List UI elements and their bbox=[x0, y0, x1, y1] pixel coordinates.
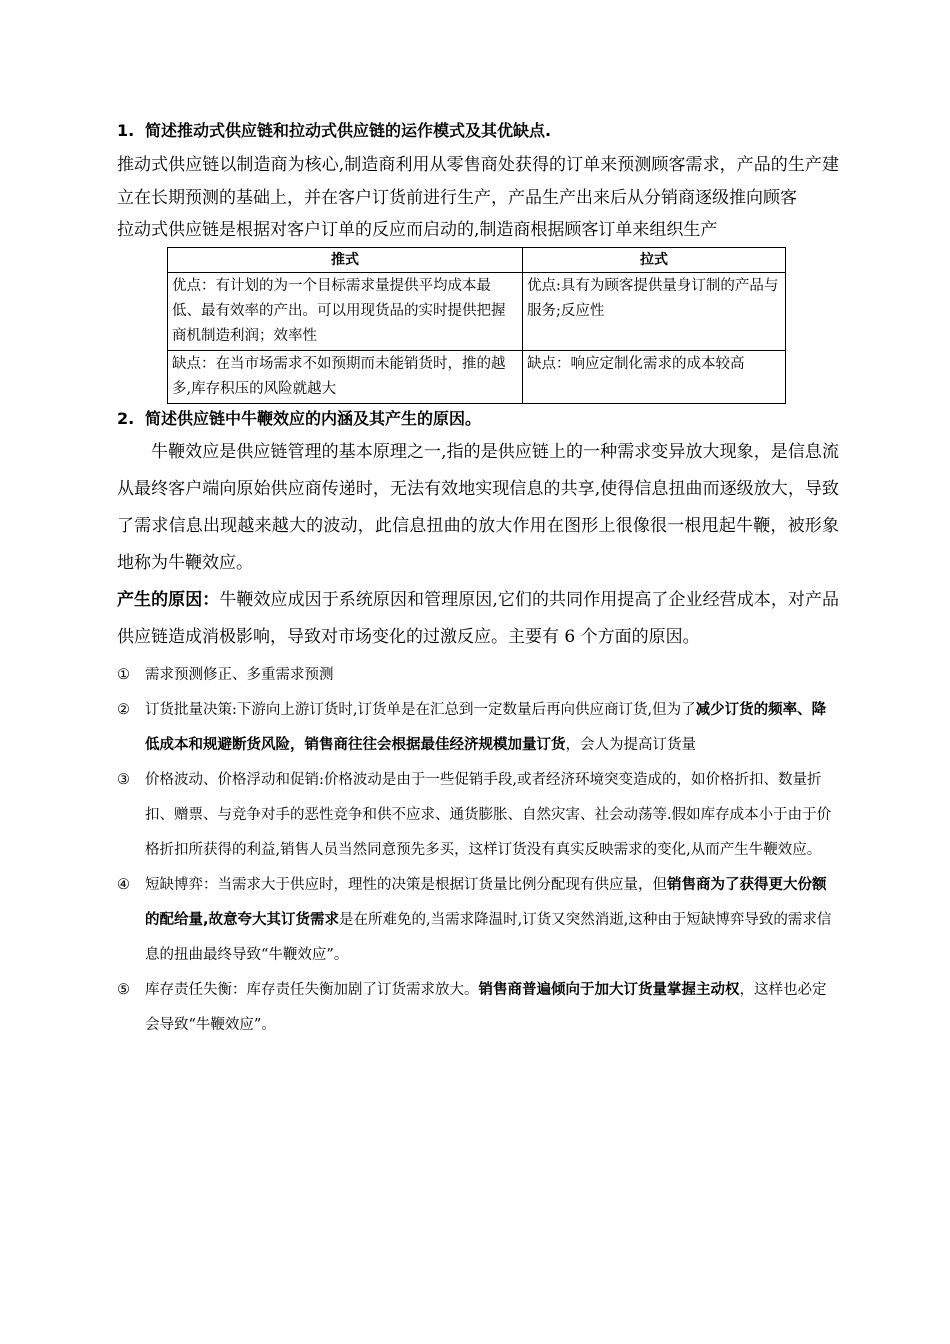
reason-text: 价格波动、价格浮动和促销:价格波动是由于一些促销手段,或者经济环境突变造成的，如价格折扣、数量折扣、赠票、与竞争对手的恶性竞争和供不应求、通货膨胀、自然灾害、社会动荡等.假如库存成本小于由于价格折扣所获得的利益,销售人员当然同意预先多买，这样订货没有真实反映需求的变化,从而产生牛鞭效应。 bbox=[145, 772, 832, 858]
bullwhip-definition: 牛鞭效应是供应链管理的基本原理之一,指的是供应链上的一种需求变异放大现象，是信息流从最终客户端向原始供应商传递时，无法有效地实现信息的共享,使得信息扭曲而逐级放大，导致了需求信息出现越来越大的波动，此信息扭曲的放大作用在图形上很像很一根甩起牛鞭，被形象地称为牛鞭效应。 bbox=[117, 442, 839, 573]
pull-chain-description: 拉动式供应链是根据对客户订单的反应而启动的,制造商根据顾客订单来组织生产 bbox=[117, 220, 718, 240]
causes-text: 牛鞭效应成因于系统原因和管理原因,它们的共同作用提高了企业经营成本，对产品供应链造成消极影响，导致对市场变化的过激反应。主要有 6 个方面的原因。 bbox=[117, 590, 840, 647]
reason-text: 需求预测修正、多重需求预测 bbox=[145, 667, 334, 683]
list-item bbox=[117, 658, 839, 693]
reason-text-tail: 是在所难免的,当需求降温时,订货又突然消逝,这种由于短缺博弈导致的需求信息的扭曲最终导致“牛鞭效应”。 bbox=[145, 912, 832, 963]
question-1-text: 简述推动式供应链和拉动式供应链的运作模式及其优缺点. bbox=[145, 121, 552, 140]
list-marker: ② bbox=[117, 702, 130, 718]
table-header-row bbox=[168, 248, 786, 273]
comparison-table bbox=[167, 247, 786, 404]
reason-text-tail: ，会人为提高订货量 bbox=[565, 737, 696, 753]
document-page bbox=[117, 118, 839, 1043]
table-row-disadvantages bbox=[168, 351, 786, 404]
header-push: 推式 bbox=[168, 248, 523, 273]
question-2-text: 简述供应链中牛鞭效应的内涵及其产生的原因。 bbox=[145, 409, 482, 428]
question-1-title bbox=[117, 118, 839, 144]
push-disadvantages: 缺点：在当市场需求不如预期而未能销货时，推的越多,库存积压的风险就越大 bbox=[168, 351, 523, 404]
reason-emphasis: 减少订货的频率、降低成本和规避断货风险，销售商往往会根据最佳经济规模加量订货 bbox=[145, 702, 827, 753]
list-item bbox=[117, 763, 839, 868]
list-marker: ① bbox=[117, 667, 130, 683]
list-item bbox=[117, 693, 839, 763]
list-item bbox=[117, 868, 839, 973]
reasons-list bbox=[117, 658, 839, 1043]
list-marker: ⑤ bbox=[117, 982, 130, 998]
reason-emphasis: 销售商普遍倾向于加大订货量掌握主动权 bbox=[478, 982, 740, 998]
header-pull: 拉式 bbox=[523, 248, 786, 273]
reason-emphasis: 销售商为了获得更大份额的配给量,故意夸大其订货需求 bbox=[145, 877, 827, 928]
reason-text-tail: ，这样也必定会导致“牛鞭效应”。 bbox=[145, 982, 827, 1033]
pull-advantages: 优点:具有为顾客提供量身订制的产品与服务;反应性 bbox=[523, 273, 786, 351]
pull-disadvantages: 缺点：响应定制化需求的成本较高 bbox=[523, 351, 786, 404]
push-advantages: 优点：有计划的为一个目标需求量提供平均成本最低、最有效率的产出。可以用现货品的实时提供把握商机制造利润；效率性 bbox=[168, 273, 523, 351]
list-item bbox=[117, 973, 839, 1043]
question-2-title bbox=[117, 406, 839, 432]
causes-label: 产生的原因： bbox=[117, 590, 220, 610]
reason-text: 库存责任失衡：库存责任失衡加剧了订货需求放大。 bbox=[145, 982, 479, 998]
list-marker: ③ bbox=[117, 772, 130, 788]
question-1-number: 1. bbox=[117, 121, 135, 140]
table-row-advantages bbox=[168, 273, 786, 351]
question-2-number: 2. bbox=[117, 409, 135, 428]
reason-text: 订货批量决策:下游向上游订货时,订货单是在汇总到一定数量后再向供应商订货,但为了 bbox=[145, 702, 696, 718]
push-chain-description: 推动式供应链以制造商为核心,制造商利用从零售商处获得的订单来预测顾客需求，产品的生产建立在长期预测的基础上，并在客户订货前进行生产，产品生产出来后从分销商逐级推向顾客 bbox=[117, 155, 839, 208]
causes-paragraph bbox=[117, 582, 839, 656]
reason-text: 短缺博弈：当需求大于供应时，理性的决策是根据订货量比例分配现有供应量，但 bbox=[145, 877, 667, 893]
list-marker: ④ bbox=[117, 877, 130, 893]
